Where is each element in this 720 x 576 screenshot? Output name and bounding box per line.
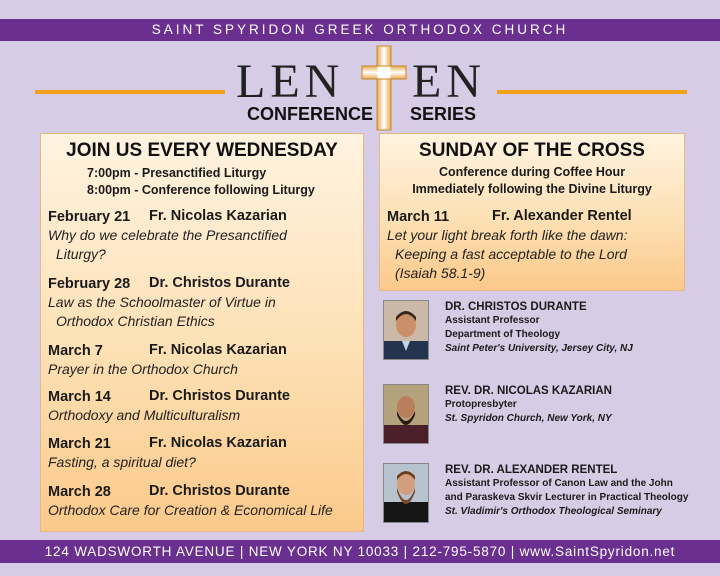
time-line-2: 8:00pm - Conference following Liturgy (87, 183, 315, 197)
avatar (383, 384, 429, 444)
entry-speaker: Dr. Christos Durante (149, 388, 290, 404)
bio-name: REV. DR. ALEXANDER RENTEL (445, 464, 618, 476)
bio-affiliation: St. Vladimir's Orthodox Theological Seminary (445, 506, 662, 517)
entry-topic-cont: (Isaiah 58.1-9) (395, 265, 486, 281)
entry-date: March 14 (48, 389, 111, 405)
title-part1: LEN (236, 55, 345, 108)
entry-speaker: Fr. Alexander Rentel (492, 208, 632, 224)
list-item (48, 435, 363, 472)
entry-speaker: Dr. Christos Durante (149, 483, 290, 499)
bio-affiliation: St. Spyridon Church, New York, NY (445, 413, 612, 424)
bio-line: Protopresbyter (445, 399, 517, 410)
bio-text (445, 300, 705, 356)
bio-name: REV. DR. NICOLAS KAZARIAN (445, 385, 612, 397)
entry-topic: Orthodoxy and Multiculturalism (48, 407, 241, 423)
entry-topic-cont: Liturgy? (56, 246, 106, 262)
cross-sunday-heading: SUNDAY OF THE CROSS (419, 140, 645, 161)
list-item (48, 275, 363, 331)
entry-topic-cont: Keeping a fast acceptable to the Lord (395, 246, 627, 262)
bio-name: DR. CHRISTOS DURANTE (445, 301, 587, 313)
avatar (383, 463, 429, 523)
avatar (383, 300, 429, 360)
bio-line: Assistant Professor (445, 315, 540, 326)
entry-topic-cont: Orthodox Christian Ethics (56, 313, 215, 329)
footer-bar (0, 540, 720, 563)
church-name: SAINT SPYRIDON GREEK ORTHODOX CHURCH (151, 22, 569, 37)
wednesday-panel (40, 133, 364, 532)
title-word-conference: CONFERENCE (247, 104, 374, 124)
entry-topic: Prayer in the Orthodox Church (48, 361, 238, 377)
entry-date: March 21 (48, 436, 111, 452)
entry-topic: Law as the Schoolmaster of Virtue in (48, 294, 276, 310)
bio-line: Assistant Professor of Canon Law and the John (445, 478, 673, 489)
bio-line: Department of Theology (445, 329, 561, 340)
cross-sunday-sub-1: Conference during Coffee Hour (438, 165, 626, 179)
wednesday-heading: JOIN US EVERY WEDNESDAY (66, 140, 338, 161)
entry-speaker: Fr. Nicolas Kazarian (149, 435, 287, 451)
cross-sunday-panel (379, 133, 685, 291)
entry-speaker: Dr. Christos Durante (149, 275, 290, 291)
entry-speaker: Fr. Nicolas Kazarian (149, 342, 287, 358)
title-word-series: SERIES (410, 104, 477, 124)
footer-address: 124 WADSWORTH AVENUE | NEW YORK NY 10033 | 212-795-5870 | www.SaintSpyridon.net (44, 544, 676, 559)
entry-date: March 28 (48, 484, 111, 500)
title-rule-left (35, 90, 225, 94)
entry-topic: Orthodox Care for Creation & Economical Life (48, 502, 333, 518)
entry-topic: Fasting, a spiritual diet? (48, 454, 196, 470)
time-line-1: 7:00pm - Presanctified Liturgy (87, 166, 267, 180)
list-item (48, 388, 363, 425)
bio-text (445, 384, 705, 426)
entry-date: March 11 (387, 209, 450, 225)
list-item (48, 208, 363, 264)
entry-date: February 21 (48, 209, 131, 225)
list-item (48, 483, 363, 520)
bio-text (445, 463, 705, 519)
cross-sunday-sub-2: Immediately following the Divine Liturgy (412, 182, 652, 196)
entry-topic: Why do we celebrate the Presanctified (48, 227, 287, 243)
entry-date: March 7 (48, 343, 103, 359)
entry-topic: Let your light break forth like the dawn: (387, 227, 628, 243)
bio-affiliation: Saint Peter's University, Jersey City, NJ (445, 343, 633, 354)
list-item (387, 208, 682, 283)
title-part2: EN (412, 55, 486, 108)
entry-speaker: Fr. Nicolas Kazarian (149, 208, 287, 224)
list-item (48, 342, 363, 379)
entry-date: February 28 (48, 276, 131, 292)
title-rule-right (497, 90, 687, 94)
header-bar (0, 19, 720, 41)
bio-line: and Paraskeva Skvir Lecturer in Practical Theology (445, 492, 689, 503)
